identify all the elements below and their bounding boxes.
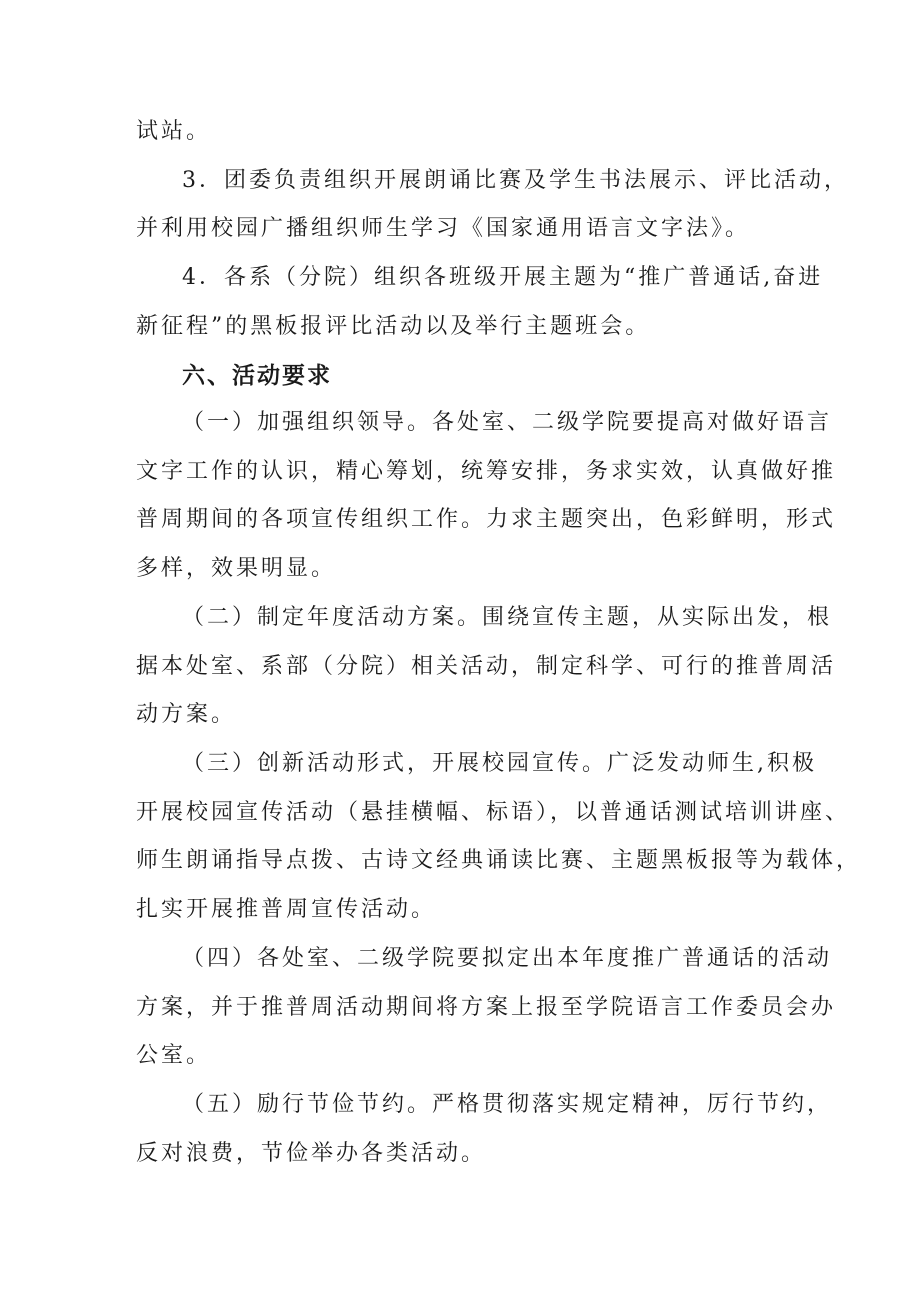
text-line: 新征程”的黑板报评比活动以及举行主题班会。 [136, 314, 651, 339]
text-line: （五）励行节俭节约。严格贯彻落实规定精神，厉行节约， [182, 1092, 833, 1117]
text-line: 普周期间的各项宣传组织工作。力求主题突出，色彩鲜明，形式 [136, 507, 837, 532]
text-line: 开展校园宣传活动（悬挂横幅、标语），以普通话测试培训讲座、 [136, 800, 851, 825]
text-line: 文字工作的认识，精心筹划，统筹安排，务求实效，认真做好推 [136, 459, 837, 484]
text-line: 试站。 [136, 119, 212, 144]
text-line: 师生朗诵指导点拨、古诗文经典诵读比赛、主题黑板报等为载体， [136, 848, 862, 873]
text-line: （二）制定年度活动方案。围绕宣传主题，从实际出发，根 [182, 605, 833, 630]
text-line: （三）创新活动形式，开展校园宣传。广泛发动师生,积极 [182, 751, 817, 776]
text-line: 反对浪费，节俭举办各类活动。 [136, 1141, 487, 1166]
text-line: 公室。 [136, 1043, 212, 1068]
text-line: （四）各处室、二级学院要拟定出本年度推广普通话的活动 [182, 946, 833, 971]
text-line: 方案，并于推普周活动期间将方案上报至学院语言工作委员会办 [136, 995, 837, 1020]
text-line: 扎实开展推普周宣传活动。 [136, 897, 437, 922]
text-line: 3．团委负责组织开展朗诵比赛及学生书法展示、评比活动， [182, 168, 849, 193]
text-line: 据本处室、系部（分院）相关活动，制定科学、可行的推普周活 [136, 654, 837, 679]
section-heading: 六、活动要求 [182, 363, 332, 389]
text-line: 动方案。 [136, 702, 237, 727]
text-line: 并利用校园广播组织师生学习《国家通用语言文字法》。 [136, 216, 751, 241]
text-line: （一）加强组织领导。各处室、二级学院要提高对做好语言 [182, 410, 833, 435]
text-line: 4．各系（分院）组织各班级开展主题为“推广普通话,奋进 [182, 265, 824, 290]
text-line: 多样，效果明显。 [136, 556, 337, 581]
